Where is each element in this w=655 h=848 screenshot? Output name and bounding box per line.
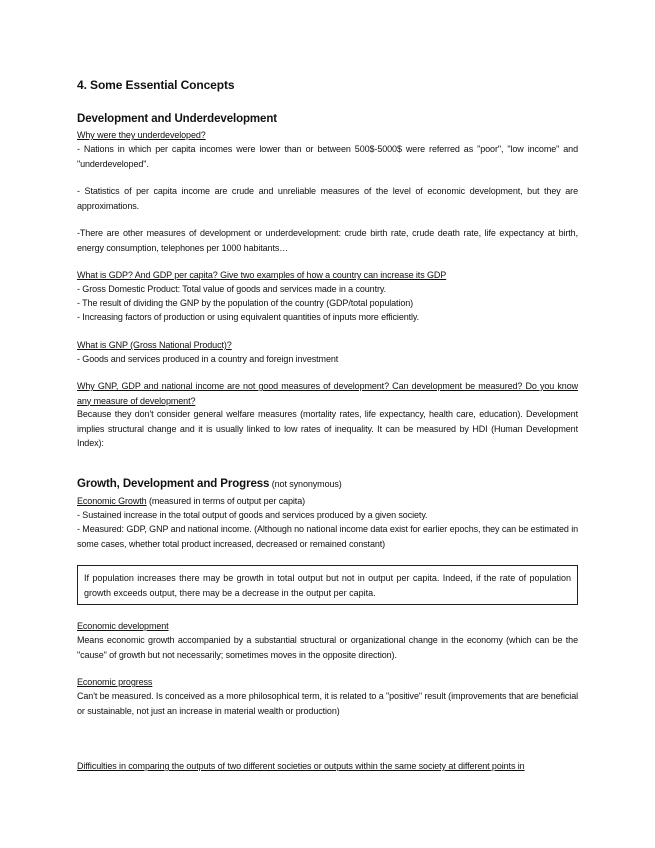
question-measures: Why GNP, GDP and national income are not good measures of development? Can development be measured? Do you know any measure of development? xyxy=(77,381,578,406)
economic-growth-label: Economic Growth xyxy=(77,496,147,506)
economic-development-label: Economic development xyxy=(77,621,169,631)
gdp-definition: - Gross Domestic Product: Total value of goods and services made in a country. xyxy=(77,284,387,294)
question-underdeveloped: Why were they underdeveloped? xyxy=(77,130,206,140)
question-gdp: What is GDP? And GDP per capita? Give two examples of how a country can increase its GDP xyxy=(77,270,447,280)
paragraph-statistics: - Statistics of per capita income are crude and unreliable measures of the level of economic development, but they are approximations. xyxy=(77,186,578,211)
population-note-box: If population increases there may be growth in total output but not in output per capita. Indeed, if the rate of population growth exceeds output, there may be a decrease in the output per capita. xyxy=(77,565,578,605)
section-title: 4. Some Essential Concepts xyxy=(77,78,235,92)
answer-measures: Because they don't consider general welfare measures (mortality rates, life expectancy, health care, education). Development implies structural change and it is usually linked to low rates of inequality. It can be measured by HDI (Human Development Index): xyxy=(77,409,578,448)
gdp-per-capita: - The result of dividing the GNP by the population of the country (GDP/total population) xyxy=(77,298,414,308)
paragraph-poor-nations: - Nations in which per capita incomes were lower than or between 500$-5000$ were referred as "poor", "low income" and "underdeveloped". xyxy=(77,144,578,169)
economic-progress-label: Economic progress xyxy=(77,677,153,687)
question-gnp: What is GNP (Gross National Product)? xyxy=(77,340,232,350)
economic-growth-measured: - Measured: GDP, GNP and national income. (Although no national income data exist for earlier epochs, they can be estimated in some cases, whether total product increased, decreased or remained constant) xyxy=(77,524,578,549)
growth-heading: Growth, Development and Progress xyxy=(77,478,270,490)
economic-growth-definition: - Sustained increase in the total output of goods and services produced by a given society. xyxy=(77,510,428,520)
gnp-definition: - Goods and services produced in a country and foreign investment xyxy=(77,354,339,364)
difficulties-heading: Difficulties in comparing the outputs of two different societies or outputs within the same society at different points in xyxy=(77,761,525,771)
paragraph-other-measures: -There are other measures of development or underdevelopment: crude birth rate, crude death rate, life expectancy at birth, energy consumption, telephones per 1000 habitants… xyxy=(77,228,578,253)
growth-heading-line xyxy=(77,476,578,492)
development-heading: Development and Underdevelopment xyxy=(77,113,278,125)
economic-progress-text: Can't be measured. Is conceived as a more philosophical term, it is related to a "positive" result (improvements that are beneficial or sustainable, not just an increase in material wealth or production) xyxy=(77,691,578,716)
economic-growth-line xyxy=(77,494,578,509)
economic-development-text: Means economic growth accompanied by a substantial structural or organizational change in the economy (which can be the "cause" of growth but not necessarily; sometimes moves in the opposite direction). xyxy=(77,635,578,660)
growth-heading-note: (not synonymous) xyxy=(271,479,342,489)
gdp-increase: - Increasing factors of production or using equivalent quantities of inputs more efficiently. xyxy=(77,312,420,322)
economic-growth-note: (measured in terms of output per capita) xyxy=(148,496,306,506)
